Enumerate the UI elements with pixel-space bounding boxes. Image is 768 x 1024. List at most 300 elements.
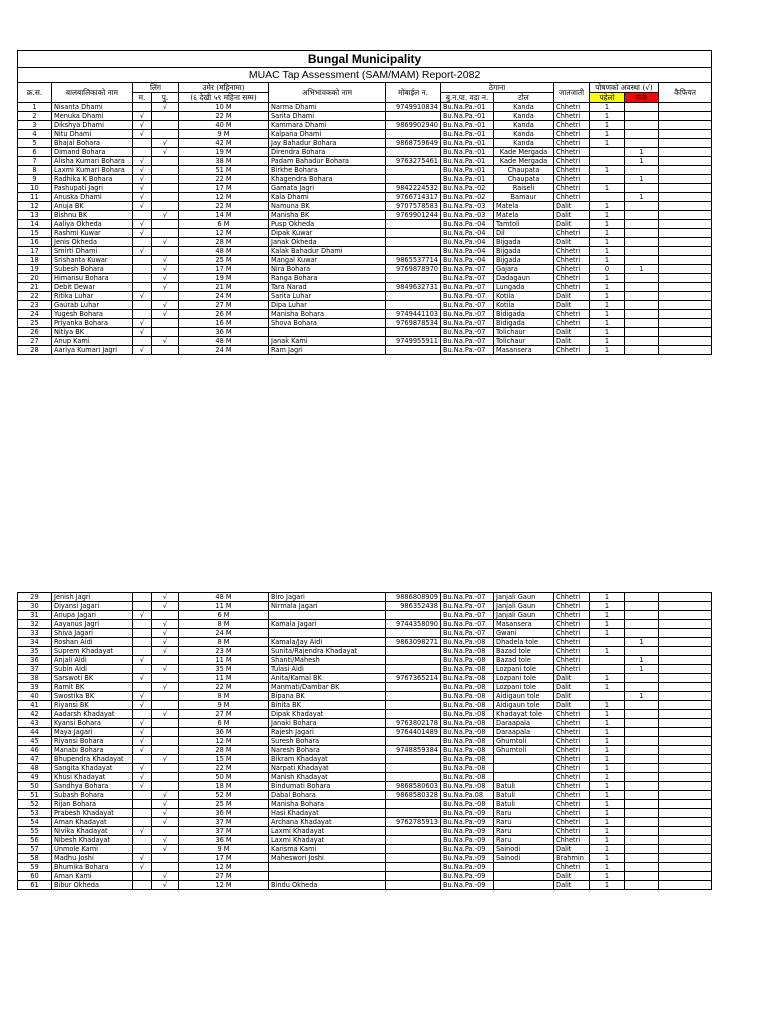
cell-age: 21 M (179, 283, 269, 292)
cell-sn: 15 (18, 229, 52, 238)
cell-age: 50 M (179, 773, 269, 782)
cell-guardian: Kamala/Jay Aidi (269, 638, 386, 647)
cell-sn: 28 (18, 346, 52, 355)
cell-tole: Tolichaur (494, 337, 554, 346)
cell-yellow: 1 (590, 184, 625, 193)
cell-yellow: 1 (590, 256, 625, 265)
cell-age: 8 M (179, 620, 269, 629)
cell-yellow: 1 (590, 782, 625, 791)
cell-sn: 20 (18, 274, 52, 283)
cell-sn: 39 (18, 683, 52, 692)
cell-sn: 56 (18, 836, 52, 845)
cell-female: √ (152, 274, 179, 283)
cell-caste: Chhetri (554, 283, 590, 292)
cell-sn: 2 (18, 112, 52, 121)
cell-mobile (386, 773, 441, 782)
cell-caste: Chhetri (554, 647, 590, 656)
cell-female (152, 175, 179, 184)
cell-red (625, 238, 659, 247)
cell-red (625, 346, 659, 355)
cell-male: √ (133, 184, 152, 193)
table-row (18, 728, 712, 737)
table-row (18, 692, 712, 701)
cell-male (133, 238, 152, 247)
table-row (18, 629, 712, 638)
cell-mobile: 9769901244 (386, 211, 441, 220)
cell-yellow: 1 (590, 836, 625, 845)
cell-tole (494, 764, 554, 773)
cell-mobile (386, 881, 441, 890)
cell-remarks (659, 148, 712, 157)
cell-name: Anupa Jagari (52, 611, 133, 620)
cell-age: 11 M (179, 656, 269, 665)
cell-red (625, 256, 659, 265)
cell-name: Bishnu BK (52, 211, 133, 220)
cell-female: √ (152, 256, 179, 265)
cell-male: √ (133, 782, 152, 791)
cell-remarks (659, 737, 712, 746)
cell-ward: Bu.Na.Pa.-07 (441, 328, 494, 337)
cell-male (133, 665, 152, 674)
cell-age: 36 M (179, 809, 269, 818)
cell-red (625, 130, 659, 139)
cell-remarks (659, 782, 712, 791)
cell-sn: 25 (18, 319, 52, 328)
cell-mobile: 9769878534 (386, 319, 441, 328)
cell-sn: 60 (18, 872, 52, 881)
cell-ward: Bu.Na.Pa.-08 (441, 728, 494, 737)
cell-red (625, 292, 659, 301)
cell-yellow: 1 (590, 211, 625, 220)
cell-remarks (659, 764, 712, 773)
cell-name: Yugesh Bohara (52, 310, 133, 319)
cell-tole: Bidigada (494, 310, 554, 319)
cell-red (625, 746, 659, 755)
cell-name: Dikshya Dhami (52, 121, 133, 130)
cell-remarks (659, 301, 712, 310)
table-row (18, 319, 712, 328)
cell-tole: Bidigada (494, 319, 554, 328)
cell-name: Ramit BK (52, 683, 133, 692)
table-row (18, 166, 712, 175)
table-row (18, 193, 712, 202)
cell-ward: Bu.Na.Pa.-08 (441, 755, 494, 764)
cell-sn: 52 (18, 800, 52, 809)
cell-name: Nibesh Khadayat (52, 836, 133, 845)
cell-yellow: 1 (590, 602, 625, 611)
cell-caste: Dalit (554, 301, 590, 310)
cell-name: Menuka Dhami (52, 112, 133, 121)
cell-tole: Raru (494, 836, 554, 845)
cell-age: 22 M (179, 175, 269, 184)
cell-yellow: 1 (590, 719, 625, 728)
cell-caste: Chhetri (554, 148, 590, 157)
table-row (18, 229, 712, 238)
cell-mobile (386, 229, 441, 238)
report-table-top (17, 50, 712, 355)
cell-ward: Bu.Na.Pa.-08 (441, 665, 494, 674)
cell-guardian: Sarita Dhami (269, 112, 386, 121)
cell-ward: Bu.Na.Pa.-07 (441, 292, 494, 301)
cell-name: Jenish Jagri (52, 593, 133, 602)
cell-yellow: 1 (590, 328, 625, 337)
cell-tole: Sainodi (494, 845, 554, 854)
cell-sn: 36 (18, 656, 52, 665)
cell-sn: 53 (18, 809, 52, 818)
table-row (18, 346, 712, 355)
cell-guardian: Nirmala Jagari (269, 602, 386, 611)
cell-name: Aariya Kumari Jagri (52, 346, 133, 355)
cell-female (152, 674, 179, 683)
cell-female (152, 184, 179, 193)
cell-caste: Chhetri (554, 103, 590, 112)
cell-guardian: Padam Bahadur Bohara (269, 157, 386, 166)
cell-male: √ (133, 854, 152, 863)
cell-sn: 4 (18, 130, 52, 139)
cell-female (152, 121, 179, 130)
cell-female: √ (152, 620, 179, 629)
cell-red: 1 (625, 656, 659, 665)
cell-guardian: Nira Bohara (269, 265, 386, 274)
cell-male: √ (133, 193, 152, 202)
cell-male: √ (133, 746, 152, 755)
cell-caste: Chhetri (554, 809, 590, 818)
cell-yellow: 1 (590, 130, 625, 139)
cell-guardian (269, 863, 386, 872)
cell-guardian: Laxmi Khadayat (269, 827, 386, 836)
cell-sn: 33 (18, 629, 52, 638)
cell-tole: Bijgada (494, 238, 554, 247)
cell-female: √ (152, 629, 179, 638)
header-male: म. (133, 93, 152, 103)
cell-sn: 1 (18, 103, 52, 112)
cell-guardian: Kalpana Dhami (269, 130, 386, 139)
cell-yellow: 1 (590, 121, 625, 130)
cell-ward: Bu.Na.Pa.-08 (441, 638, 494, 647)
cell-male: √ (133, 692, 152, 701)
cell-mobile: 9868759649 (386, 139, 441, 148)
cell-caste: Chhetri (554, 665, 590, 674)
cell-remarks (659, 229, 712, 238)
cell-name: Nisanta Dhami (52, 103, 133, 112)
cell-sn: 43 (18, 719, 52, 728)
cell-sn: 35 (18, 647, 52, 656)
cell-male (133, 755, 152, 764)
cell-yellow: 1 (590, 755, 625, 764)
cell-guardian: Bikram Khadayat (269, 755, 386, 764)
cell-red: 1 (625, 157, 659, 166)
cell-guardian: Bipana BK (269, 692, 386, 701)
cell-name: Shiva Jagari (52, 629, 133, 638)
cell-red (625, 728, 659, 737)
cell-remarks (659, 665, 712, 674)
cell-sn: 3 (18, 121, 52, 130)
cell-sn: 7 (18, 157, 52, 166)
table-row (18, 103, 712, 112)
cell-age: 6 M (179, 719, 269, 728)
cell-guardian: Sunita/Rajendra Khadayat (269, 647, 386, 656)
cell-ward: Bu.Na.Pa.-09 (441, 872, 494, 881)
cell-sn: 9 (18, 175, 52, 184)
cell-tole: Gwani (494, 629, 554, 638)
cell-name: Anjali Aidi (52, 656, 133, 665)
cell-red (625, 854, 659, 863)
cell-female (152, 229, 179, 238)
cell-caste: Chhetri (554, 175, 590, 184)
cell-remarks (659, 719, 712, 728)
cell-guardian: Bindu Okheda (269, 881, 386, 890)
cell-sn: 41 (18, 701, 52, 710)
cell-age: 38 M (179, 157, 269, 166)
cell-yellow: 1 (590, 292, 625, 301)
cell-age: 12 M (179, 193, 269, 202)
cell-caste: Dalit (554, 220, 590, 229)
cell-yellow: 1 (590, 274, 625, 283)
cell-yellow: 1 (590, 139, 625, 148)
cell-guardian: Birkhe Bohara (269, 166, 386, 175)
cell-male (133, 845, 152, 854)
cell-tole: Kanda (494, 103, 554, 112)
cell-remarks (659, 310, 712, 319)
cell-name: Bhajal Bohara (52, 139, 133, 148)
cell-male (133, 836, 152, 845)
cell-sn: 42 (18, 710, 52, 719)
cell-caste: Chhetri (554, 710, 590, 719)
cell-caste: Chhetri (554, 130, 590, 139)
cell-sn: 51 (18, 791, 52, 800)
cell-name: Aaliya Okheda (52, 220, 133, 229)
cell-guardian (269, 872, 386, 881)
cell-mobile: 9869902940 (386, 121, 441, 130)
cell-female: √ (152, 791, 179, 800)
table-row (18, 611, 712, 620)
cell-age: 9 M (179, 845, 269, 854)
cell-female (152, 701, 179, 710)
cell-tole: Lozpani tole (494, 683, 554, 692)
cell-guardian: Dipak Kuwar (269, 229, 386, 238)
cell-ward: Bu.Na.Pa.-04 (441, 220, 494, 229)
cell-mobile (386, 274, 441, 283)
cell-male: √ (133, 863, 152, 872)
cell-ward: Bu.Na.Pa.-07 (441, 620, 494, 629)
cell-ward: Bu.Na.Pa.-09 (441, 845, 494, 854)
cell-sn: 34 (18, 638, 52, 647)
cell-remarks (659, 283, 712, 292)
cell-ward: Bu.Na.Pa.-08 (441, 773, 494, 782)
cell-male: √ (133, 121, 152, 130)
cell-yellow (590, 656, 625, 665)
table-row (18, 328, 712, 337)
cell-remarks (659, 103, 712, 112)
cell-age: 9 M (179, 130, 269, 139)
cell-female: √ (152, 265, 179, 274)
cell-name: Diyansi Jagari (52, 602, 133, 611)
cell-mobile (386, 647, 441, 656)
cell-ward: Bu.Na.Pa.-08 (441, 674, 494, 683)
cell-name: Anup Kami (52, 337, 133, 346)
cell-caste: Chhetri (554, 121, 590, 130)
header-age: उमेर (महिनामा) (179, 83, 269, 93)
cell-ward: Bu.Na.Pa.-07 (441, 274, 494, 283)
cell-red (625, 166, 659, 175)
cell-age: 26 M (179, 310, 269, 319)
cell-guardian: Manisha BK (269, 211, 386, 220)
cell-age: 17 M (179, 265, 269, 274)
cell-ward: Bu.Na.Pa.-08 (441, 719, 494, 728)
cell-sn: 26 (18, 328, 52, 337)
table-row (18, 593, 712, 602)
cell-mobile (386, 665, 441, 674)
cell-ward: Bu.Na.Pa.-03 (441, 202, 494, 211)
cell-remarks (659, 755, 712, 764)
cell-yellow (590, 148, 625, 157)
cell-sn: 6 (18, 148, 52, 157)
cell-ward: Bu.Na.Pa.-01 (441, 130, 494, 139)
cell-mobile (386, 148, 441, 157)
cell-mobile (386, 800, 441, 809)
cell-age: 36 M (179, 728, 269, 737)
cell-female (152, 692, 179, 701)
cell-age: 8 M (179, 638, 269, 647)
cell-mobile (386, 130, 441, 139)
cell-ward: Bu.Na.Pa.-09 (441, 818, 494, 827)
cell-name: Sangita Khadayat (52, 764, 133, 773)
cell-mobile (386, 701, 441, 710)
cell-caste: Chhetri (554, 629, 590, 638)
cell-male (133, 818, 152, 827)
cell-male: √ (133, 737, 152, 746)
cell-guardian: Janaki Bohara (269, 719, 386, 728)
cell-tole: Janjali Gaun (494, 611, 554, 620)
cell-male (133, 310, 152, 319)
cell-tole: Bijgada (494, 247, 554, 256)
cell-red (625, 683, 659, 692)
cell-ward: Bu.Na.Pa.-08 (441, 782, 494, 791)
cell-name: Kyansi Bohara (52, 719, 133, 728)
cell-ward: Bu.Na.Pa.-02 (441, 193, 494, 202)
cell-name: Aman Khadayat (52, 818, 133, 827)
cell-yellow: 1 (590, 647, 625, 656)
cell-remarks (659, 328, 712, 337)
cell-mobile (386, 872, 441, 881)
cell-caste: Dalit (554, 292, 590, 301)
table-row (18, 602, 712, 611)
cell-ward: Bu.Na.Pa.-07 (441, 629, 494, 638)
cell-name: Dimand Bohara (52, 148, 133, 157)
cell-female: √ (152, 836, 179, 845)
cell-red (625, 328, 659, 337)
cell-male (133, 103, 152, 112)
cell-age: 6 M (179, 611, 269, 620)
cell-caste: Chhetri (554, 274, 590, 283)
cell-age: 18 M (179, 782, 269, 791)
cell-mobile (386, 656, 441, 665)
cell-yellow (590, 638, 625, 647)
cell-yellow: 1 (590, 683, 625, 692)
cell-male (133, 139, 152, 148)
cell-red (625, 629, 659, 638)
table-row (18, 881, 712, 890)
cell-guardian: Suresh Bohara (269, 737, 386, 746)
cell-female (152, 728, 179, 737)
cell-name: Radhika K Bohara (52, 175, 133, 184)
cell-remarks (659, 184, 712, 193)
cell-tole (494, 773, 554, 782)
cell-guardian (269, 629, 386, 638)
cell-name: Aman Kami (52, 872, 133, 881)
cell-remarks (659, 854, 712, 863)
cell-ward: Bu.Na.Pa.-07 (441, 301, 494, 310)
cell-caste: Chhetri (554, 737, 590, 746)
cell-remarks (659, 121, 712, 130)
cell-yellow: 1 (590, 737, 625, 746)
cell-age: 28 M (179, 238, 269, 247)
cell-yellow: 1 (590, 337, 625, 346)
cell-male: √ (133, 157, 152, 166)
cell-yellow: 1 (590, 620, 625, 629)
cell-mobile: 9868580603 (386, 782, 441, 791)
cell-red (625, 319, 659, 328)
cell-name: Khusi Khadayat (52, 773, 133, 782)
cell-female: √ (152, 103, 179, 112)
cell-remarks (659, 139, 712, 148)
cell-male (133, 710, 152, 719)
cell-tole: Aidigaun tole (494, 692, 554, 701)
cell-guardian: Biro Jagari (269, 593, 386, 602)
cell-female (152, 328, 179, 337)
cell-name: Manabi Bohara (52, 746, 133, 755)
cell-guardian: Jay Bahadur Bohara (269, 139, 386, 148)
cell-ward: Bu.Na.Pa.-08 (441, 737, 494, 746)
cell-caste: Chhetri (554, 112, 590, 121)
cell-tole: Kanda (494, 139, 554, 148)
cell-guardian: Archana Khadayat (269, 818, 386, 827)
cell-remarks (659, 611, 712, 620)
cell-name: Gaurab Luhar (52, 301, 133, 310)
cell-age: 12 M (179, 737, 269, 746)
cell-female: √ (152, 148, 179, 157)
cell-female (152, 863, 179, 872)
cell-mobile: 9763275461 (386, 157, 441, 166)
cell-guardian: Maheswori Joshi (269, 854, 386, 863)
cell-mobile (386, 764, 441, 773)
cell-tole (494, 881, 554, 890)
table-row (18, 130, 712, 139)
cell-mobile: 9744358090 (386, 620, 441, 629)
cell-female: √ (152, 845, 179, 854)
cell-caste: Chhetri (554, 755, 590, 764)
cell-male: √ (133, 220, 152, 229)
cell-caste: Chhetri (554, 256, 590, 265)
cell-ward: Bu.Na.Pa.-01 (441, 103, 494, 112)
cell-age: 24 M (179, 629, 269, 638)
cell-red (625, 121, 659, 130)
cell-remarks (659, 728, 712, 737)
cell-red (625, 310, 659, 319)
cell-remarks (659, 773, 712, 782)
cell-ward: Bu.Na.Pa.-01 (441, 157, 494, 166)
cell-tole: Kotila (494, 292, 554, 301)
cell-age: 22 M (179, 202, 269, 211)
cell-red (625, 337, 659, 346)
cell-remarks (659, 292, 712, 301)
cell-tole: Daraapala (494, 719, 554, 728)
cell-sn: 46 (18, 746, 52, 755)
cell-age: 12 M (179, 229, 269, 238)
cell-tole: Ghumtoli (494, 746, 554, 755)
cell-age: 36 M (179, 328, 269, 337)
cell-male: √ (133, 166, 152, 175)
